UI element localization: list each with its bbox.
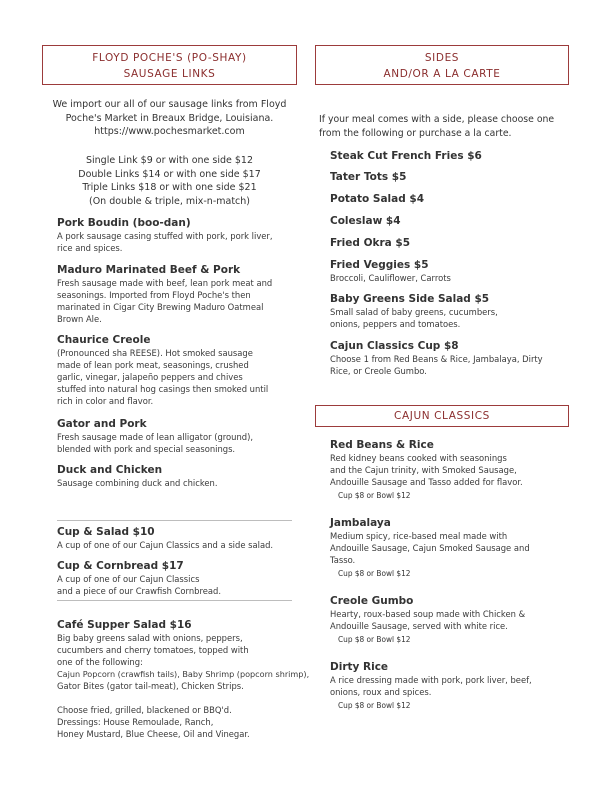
item-desc: Sausage combining duck and chicken.: [57, 478, 218, 488]
section-divider: [57, 600, 292, 601]
section-divider: [57, 520, 292, 521]
item-title: Maduro Marinated Beef & Pork: [57, 264, 241, 276]
item-title: Jambalaya: [330, 517, 391, 529]
intro-line: We import our all of our sausage links from Floyd: [52, 99, 287, 110]
item-desc: marinated in Cigar City Brewing Maduro Oatmeal: [57, 302, 264, 312]
item-desc: garlic, vinegar, jalapeño peppers and chives: [57, 372, 243, 382]
item-title: Baby Greens Side Salad $5: [330, 293, 490, 305]
side-item: [330, 214, 570, 228]
item-desc: onions, peppers and tomatoes.: [330, 319, 461, 329]
sides-header-line2: AND/OR A LA CARTE: [383, 68, 501, 80]
item-title: Chaurice Creole: [57, 334, 151, 346]
side-item: [330, 170, 570, 184]
item-desc: stuffed into natural hog casings then smoked until: [57, 384, 269, 394]
item-desc: made of lean pork meat, seasonings, crushed: [57, 360, 249, 370]
item-desc: onions, roux and spices.: [330, 687, 432, 697]
side-item: [330, 292, 570, 330]
item-desc: (Pronounced sha REESE). Hot smoked sausage: [57, 348, 253, 358]
link-pricing: [42, 154, 297, 208]
item-desc: Honey Mustard, Blue Cheese, Oil and Vinegar.: [57, 729, 250, 739]
item-desc: blended with pork and special seasonings.: [57, 444, 236, 454]
item-title: Cajun Classics Cup $8: [330, 340, 459, 352]
classic-item: [330, 516, 575, 579]
item-title: Steak Cut French Fries $6: [330, 150, 482, 162]
item-desc: Andouille Sausage and Tasso added for flavor.: [330, 477, 523, 487]
cajun-classics-header: [315, 405, 569, 427]
item-title: Fried Veggies $5: [330, 259, 429, 271]
supper-salad-item: [57, 618, 319, 740]
item-price: Cup $8 or Bowl $12: [338, 634, 411, 644]
item-desc: Fresh sausage made of lean alligator (ground),: [57, 432, 254, 442]
sides-header: [315, 45, 569, 85]
item-desc: cucumbers and cherry tomatoes, topped with: [57, 645, 249, 655]
item-desc: Gator Bites (gator tail-meat), Chicken Strips.: [57, 681, 244, 691]
item-desc: seasonings. Imported from Floyd Poche's then: [57, 290, 251, 300]
item-price: Cup $8 or Bowl $12: [338, 490, 411, 500]
pricing-line: Single Link $9 or with one side $12: [85, 155, 254, 166]
sides-intro: [319, 113, 579, 140]
intro-line: If your meal comes with a side, please choose one: [319, 114, 555, 125]
sausage-item: [57, 216, 297, 254]
poches-url: https://www.pochesmarket.com: [94, 126, 245, 137]
item-desc: Rice, or Creole Gumbo.: [330, 366, 427, 376]
item-desc: A pork sausage casing stuffed with pork, pork liver,: [57, 231, 273, 241]
intro-line: Poche's Market in Breaux Bridge, Louisiana.: [65, 112, 274, 124]
combo-item: [57, 525, 297, 551]
item-title: Potato Salad $4: [330, 193, 425, 205]
item-desc: Choose fried, grilled, blackened or BBQ'd.: [57, 705, 232, 715]
intro-line: from the following or purchase a la carte.: [319, 127, 512, 139]
pricing-line: (On double & triple, mix-n-match): [88, 195, 251, 207]
item-title: Creole Gumbo: [330, 595, 414, 607]
item-title: Cup & Cornbread $17: [57, 560, 184, 572]
combo-item: [57, 559, 297, 597]
item-desc: and the Cajun trinity, with Smoked Sausage,: [330, 465, 517, 475]
item-desc: Choose 1 from Red Beans & Rice, Jambalaya, Dirty: [330, 354, 543, 364]
item-title: Fried Okra $5: [330, 237, 411, 249]
item-desc: Andouille Sausage, served with white rice.: [330, 621, 508, 631]
sides-header-line1: SIDES: [424, 52, 460, 64]
item-title: Café Supper Salad $16: [57, 619, 192, 631]
item-desc: A cup of one of our Cajun Classics: [57, 574, 200, 584]
item-title: Gator and Pork: [57, 418, 147, 430]
item-title: Red Beans & Rice: [330, 439, 434, 451]
sausage-intro: [42, 98, 297, 139]
sausage-item: [57, 333, 297, 407]
item-desc: Dressings: House Remoulade, Ranch,: [57, 717, 214, 727]
item-title: Duck and Chicken: [57, 464, 163, 476]
item-desc: and a piece of our Crawfish Cornbread.: [57, 586, 221, 596]
item-desc: rice and spices.: [57, 243, 123, 253]
item-price: Cup $8 or Bowl $12: [338, 568, 411, 578]
item-desc: Broccoli, Cauliflower, Carrots: [330, 273, 451, 283]
sausage-item: [57, 463, 297, 489]
sausage-item: [57, 417, 297, 455]
item-price: Cup $8 or Bowl $12: [338, 700, 411, 710]
sausage-header-line1: FLOYD POCHE'S (PO-SHAY): [92, 52, 247, 64]
item-desc: rich in color and flavor.: [57, 396, 154, 406]
side-item: [330, 258, 570, 284]
item-desc: Brown Ale.: [57, 314, 102, 324]
sausage-header-line2: SAUSAGE LINKS: [123, 68, 216, 80]
item-title: Tater Tots $5: [330, 171, 407, 183]
side-item: [330, 236, 570, 250]
item-desc: Red kidney beans cooked with seasonings: [330, 453, 507, 463]
item-desc: one of the following:: [57, 657, 143, 667]
side-item: [330, 192, 570, 206]
classic-item: [330, 594, 575, 645]
item-desc: A rice dressing made with pork, pork liver, beef,: [330, 675, 532, 685]
item-desc: Andouille Sausage, Cajun Smoked Sausage and: [330, 543, 530, 553]
cajun-classics-title: CAJUN CLASSICS: [394, 410, 490, 422]
item-desc: Fresh sausage made with beef, lean pork meat and: [57, 278, 273, 288]
side-item: [330, 339, 575, 377]
classic-item: [330, 438, 575, 501]
pricing-line: Triple Links $18 or with one side $21: [82, 182, 257, 193]
item-desc: Tasso.: [330, 555, 356, 565]
classic-item: [330, 660, 575, 711]
item-desc: Hearty, roux-based soup made with Chicken &: [330, 609, 526, 619]
item-desc: A cup of one of our Cajun Classics and a side salad.: [57, 540, 274, 550]
sausage-item: [57, 263, 297, 325]
item-title: Cup & Salad $10: [57, 526, 155, 538]
item-title: Pork Boudin (boo-dan): [57, 217, 191, 229]
item-desc: Big baby greens salad with onions, peppers,: [57, 633, 243, 643]
item-title: Coleslaw $4: [330, 215, 401, 227]
item-title: Dirty Rice: [330, 661, 389, 673]
sausage-links-header: [42, 45, 297, 85]
item-desc: Small salad of baby greens, cucumbers,: [330, 307, 498, 317]
item-desc: Medium spicy, rice-based meal made with: [330, 531, 508, 541]
pricing-line: Double Links $14 or with one side $17: [78, 168, 261, 180]
item-desc: Cajun Popcorn (crawfish tails), Baby Shrimp (popcorn shrimp),: [57, 669, 310, 679]
side-item: [330, 149, 570, 163]
